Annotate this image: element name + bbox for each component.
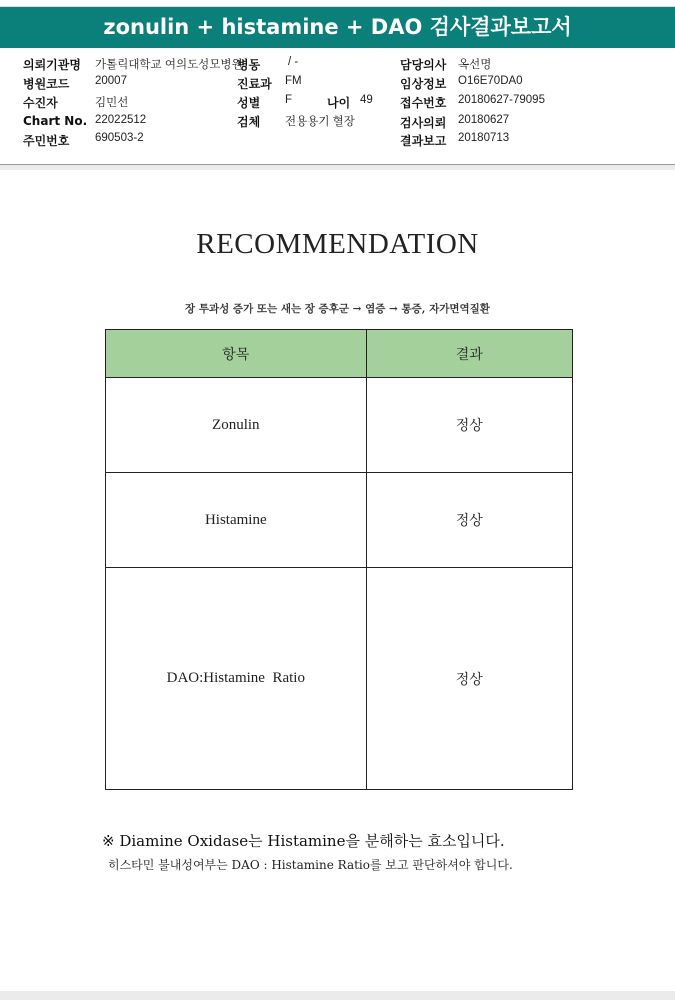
accession-number-label: 접수번호 <box>400 96 447 110</box>
ward-label: 병동 <box>237 58 261 72</box>
specimen-label: 검체 <box>237 115 261 129</box>
report-title: zonulin + histamine + DAO 검사결과보고서 <box>0 6 675 48</box>
row-result-histamine: 정상 <box>366 473 572 568</box>
table-row <box>106 568 573 790</box>
patient-name-value: 김민선 <box>95 97 129 109</box>
hospital-code-label: 병원코드 <box>23 77 70 91</box>
specimen-value: 전용용기 혈장 <box>285 116 355 128</box>
row-item-histamine: Histamine <box>106 473 367 568</box>
attending-doctor-label: 담당의사 <box>400 58 447 72</box>
table-row <box>106 378 573 473</box>
department-value: FM <box>285 75 302 87</box>
clinical-info-value: O16E70DA0 <box>458 75 523 87</box>
table-row <box>106 473 573 568</box>
result-report-date-label: 결과보고 <box>400 134 447 148</box>
requesting-institution-label: 의뢰기관명 <box>23 58 81 72</box>
accession-number-value: 20180627-79095 <box>458 94 545 106</box>
test-request-date-label: 검사의뢰 <box>400 116 447 130</box>
chart-no-label: Chart No. <box>23 114 88 128</box>
note-intolerance-guidance: 히스타민 불내성여부는 DAO : Histamine Ratio를 보고 판단하셔야 합니다. <box>108 858 513 872</box>
header-divider <box>0 164 675 165</box>
recommendation-subtitle: 장 투과성 증가 또는 새는 장 증후군 → 염증 → 통증, 자가면역질환 <box>185 303 490 315</box>
sex-value: F <box>285 94 293 106</box>
ward-value: / - <box>288 56 299 68</box>
age-label: 나이 <box>327 96 351 110</box>
resident-number-value: 690503-2 <box>95 132 144 144</box>
patient-name-label: 수진자 <box>23 96 58 110</box>
age-value: 49 <box>360 94 373 106</box>
chart-no-value: 22022512 <box>95 114 147 126</box>
department-label: 진료과 <box>237 77 272 91</box>
attending-doctor-value: 옥선명 <box>458 59 492 71</box>
column-header-result: 결과 <box>366 330 572 378</box>
table-header-row <box>106 330 573 378</box>
row-item-dao-histamine-ratio: DAO:Histamine Ratio <box>106 568 367 790</box>
clinical-info-label: 임상정보 <box>400 77 447 91</box>
report-header <box>0 0 675 165</box>
resident-number-label: 주민번호 <box>23 134 70 148</box>
sex-label: 성별 <box>237 96 261 110</box>
patient-info-panel <box>0 47 675 165</box>
row-result-zonulin: 정상 <box>366 378 572 473</box>
requesting-institution-value: 가톨릭대학교 여의도성모병원 <box>95 59 243 71</box>
row-item-zonulin: Zonulin <box>106 378 367 473</box>
result-report-date-value: 20180713 <box>458 132 510 144</box>
report-page <box>0 170 675 991</box>
note-dao-definition: ※ Diamine Oxidase는 Histamine을 분해하는 효소입니다. <box>102 832 505 850</box>
hospital-code-value: 20007 <box>95 75 127 87</box>
row-result-dao-histamine-ratio: 정상 <box>366 568 572 790</box>
column-header-item: 항목 <box>106 330 367 378</box>
test-request-date-value: 20180627 <box>458 114 510 126</box>
recommendation-heading: RECOMMENDATION <box>196 228 479 260</box>
results-table <box>105 329 573 790</box>
